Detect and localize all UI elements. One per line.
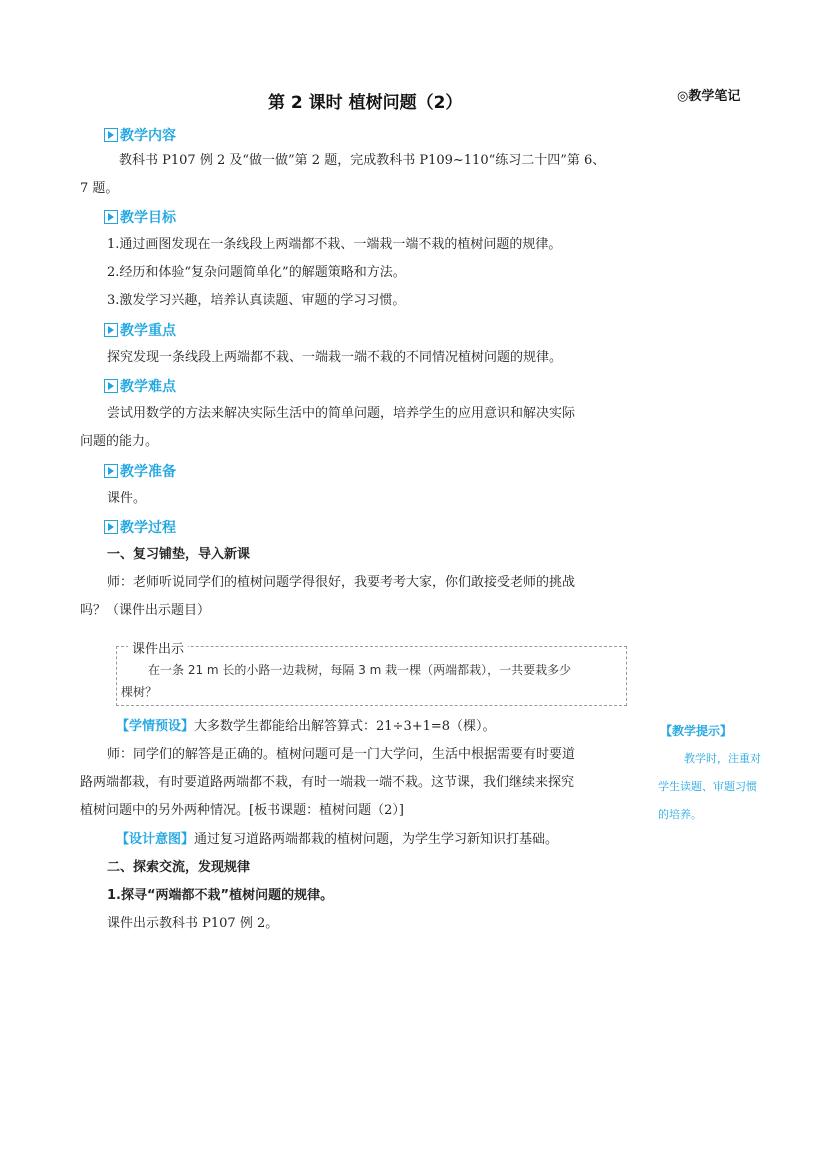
play-icon: [104, 323, 118, 337]
difficulty-line-2: 问题的能力。: [80, 434, 159, 449]
key-point-line-1: 探究发现一条线段上两端都不栽、一端栽一端不栽的不同情况植树问题的规律。: [107, 350, 563, 365]
goal-line-3: 3.激发学习兴趣，培养认真读题、审题的学习习惯。: [107, 293, 406, 308]
preset-paragraph: [116, 718, 496, 736]
goal-line-2: 2.经历和体验“复杂问题简单化”的解题策略和方法。: [107, 265, 406, 280]
design-tag: 【设计意图】: [116, 832, 195, 847]
section-heading-goals: [104, 208, 176, 226]
teaching-tip-line-1: 教学时，注重对: [684, 752, 761, 765]
preset-tag: 【学情预设】: [116, 719, 195, 734]
play-icon: [104, 520, 118, 534]
design-text: 通过复习道路两端都栽的植树问题，为学生学习新知识打基础。: [194, 832, 559, 847]
process-last-line: 课件出示教科书 P107 例 2。: [107, 916, 279, 931]
preset-text: 大多数学生都能给出解答算式：21÷3+1=8（棵）。: [194, 719, 496, 734]
teacher2-line-2: 路两端都栽，有时要道路两端都不栽，有时一端栽一端不栽。这节课，我们继续来探究: [80, 775, 575, 790]
section-heading-key-points: [104, 321, 176, 339]
play-icon: [104, 210, 118, 224]
section-heading-label: 教学内容: [120, 128, 176, 144]
section-heading-label: 教学重点: [120, 323, 176, 339]
courseware-line-1: 在一条 21 m 长的小路一边栽树，每隔 3 m 栽一棵（两端都栽），一共要栽多少: [148, 663, 572, 677]
teaching-tip-title: 【教学提示】: [660, 724, 733, 738]
teaching-notes-label: ◎教学笔记: [677, 89, 741, 104]
process-part1-title: 一、复习铺垫，导入新课: [107, 547, 251, 562]
play-icon: [104, 128, 118, 142]
courseware-label: 课件出示: [128, 638, 188, 657]
teacher2-line-1: 师：同学们的解答是正确的。植树问题可是一门大学问，生活中根据需要有时要道: [107, 747, 576, 762]
preparation-line-1: 课件。: [107, 491, 147, 506]
goal-line-1: 1.通过画图发现在一条线段上两端都不栽、一端栽一端不栽的植树问题的规律。: [107, 237, 562, 252]
teacher2-line-3: 植树问题中的另外两种情况。[板书课题：植树问题（2）]: [80, 803, 404, 818]
section-heading-label: 教学过程: [120, 520, 176, 536]
design-paragraph: [116, 831, 558, 849]
courseware-line-2: 棵树？: [121, 685, 158, 699]
teaching-tip-line-2: 学生读题、审题习惯: [658, 780, 757, 793]
section-heading-process: [104, 518, 176, 536]
process-sub1-title: 1.探寻“两端都不栽”植树问题的规律。: [107, 888, 334, 903]
content-line-1: 教科书 P107 例 2 及“做一做”第 2 题，完成教科书 P109~110“练习二十四”第 6、: [119, 153, 606, 168]
section-heading-label: 教学难点: [120, 379, 176, 395]
section-heading-preparation: [104, 462, 176, 480]
section-heading-difficulties: [104, 377, 176, 395]
page-title: 第 2 课时 植树问题（2）: [268, 93, 463, 113]
section-heading-content: [104, 126, 176, 144]
teaching-tip-line-3: 的培养。: [658, 808, 702, 821]
section-heading-label: 教学目标: [120, 210, 176, 226]
section-heading-label: 教学准备: [120, 464, 176, 480]
teacher-line-2: 吗？（课件出示题目）: [80, 603, 211, 618]
teacher-line-1: 师：老师听说同学们的植树问题学得很好，我要考考大家，你们敢接受老师的挑战: [107, 575, 576, 590]
play-icon: [104, 379, 118, 393]
process-part2-title: 二、探索交流，发现规律: [107, 860, 251, 875]
play-icon: [104, 464, 118, 478]
difficulty-line-1: 尝试用数学的方法来解决实际生活中的简单问题，培养学生的应用意识和解决实际: [107, 406, 576, 421]
content-line-2: 7 题。: [80, 181, 119, 196]
